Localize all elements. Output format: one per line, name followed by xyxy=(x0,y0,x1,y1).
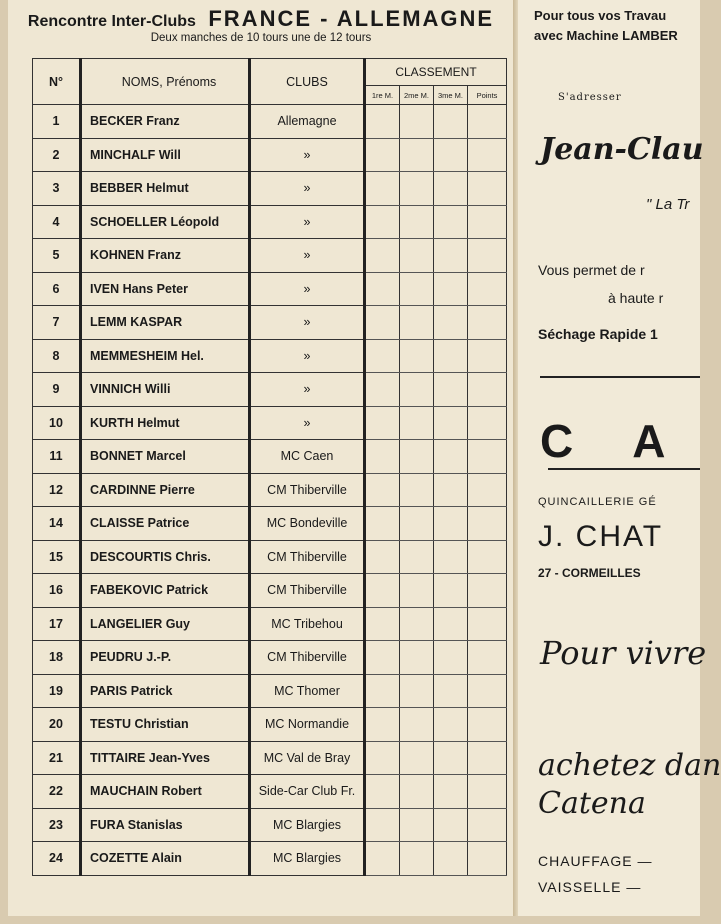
row-points-cell xyxy=(468,641,507,675)
row-round1-cell xyxy=(365,540,400,574)
row-number: 15 xyxy=(33,540,81,574)
row-round1-cell xyxy=(365,808,400,842)
row-round3-cell xyxy=(434,808,468,842)
row-club: » xyxy=(250,339,365,373)
row-points-cell xyxy=(468,473,507,507)
row-round1-cell xyxy=(365,105,400,139)
row-round2-cell xyxy=(400,138,434,172)
row-round2-cell xyxy=(400,507,434,541)
row-number: 18 xyxy=(33,641,81,675)
row-name: DESCOURTIS Chris. xyxy=(81,540,250,574)
row-round1-cell xyxy=(365,708,400,742)
row-name: SCHOELLER Léopold xyxy=(81,205,250,239)
row-club: MC Normandie xyxy=(250,708,365,742)
program-page xyxy=(8,0,514,916)
row-points-cell xyxy=(468,272,507,306)
col-points-header: Points xyxy=(468,86,507,105)
row-round2-cell xyxy=(400,239,434,273)
row-club: MC Tribehou xyxy=(250,607,365,641)
ad-contact: S'adresser xyxy=(558,92,622,103)
table-row xyxy=(33,808,507,842)
col-names-header: NOMS, Prénoms xyxy=(81,59,250,105)
row-name: FURA Stanislas xyxy=(81,808,250,842)
row-club: » xyxy=(250,239,365,273)
row-round3-cell xyxy=(434,239,468,273)
row-number: 9 xyxy=(33,373,81,407)
results-table xyxy=(32,58,507,876)
table-row xyxy=(33,540,507,574)
row-round3-cell xyxy=(434,741,468,775)
row-club: CM Thiberville xyxy=(250,574,365,608)
table-row xyxy=(33,574,507,608)
row-round1-cell xyxy=(365,272,400,306)
row-club: » xyxy=(250,138,365,172)
row-club: Allemagne xyxy=(250,105,365,139)
row-round2-cell xyxy=(400,574,434,608)
row-club: » xyxy=(250,172,365,206)
row-name: MINCHALF Will xyxy=(81,138,250,172)
row-round2-cell xyxy=(400,775,434,809)
row-round2-cell xyxy=(400,339,434,373)
row-round2-cell xyxy=(400,741,434,775)
row-name: LEMM KASPAR xyxy=(81,306,250,340)
ad-catena-large: C A xyxy=(540,415,690,467)
ad-quincaillerie: QUINCAILLERIE GÉ xyxy=(538,496,657,508)
row-round3-cell xyxy=(434,507,468,541)
row-points-cell xyxy=(468,306,507,340)
table-row xyxy=(33,105,507,139)
row-round1-cell xyxy=(365,138,400,172)
row-round2-cell xyxy=(400,306,434,340)
row-round3-cell xyxy=(434,105,468,139)
row-club: MC Caen xyxy=(250,440,365,474)
row-points-cell xyxy=(468,440,507,474)
row-round2-cell xyxy=(400,674,434,708)
row-name: KURTH Helmut xyxy=(81,406,250,440)
row-round3-cell xyxy=(434,708,468,742)
ad-sechage: Séchage Rapide 1 xyxy=(538,326,658,342)
row-points-cell xyxy=(468,741,507,775)
row-points-cell xyxy=(468,708,507,742)
col-clubs-header: CLUBS xyxy=(250,59,365,105)
row-round2-cell xyxy=(400,105,434,139)
row-name: TITTAIRE Jean-Yves xyxy=(81,741,250,775)
row-round2-cell xyxy=(400,808,434,842)
table-row xyxy=(33,406,507,440)
row-round2-cell xyxy=(400,172,434,206)
row-number: 12 xyxy=(33,473,81,507)
row-club: » xyxy=(250,373,365,407)
row-name: PEUDRU J.-P. xyxy=(81,641,250,675)
row-club: MC Val de Bray xyxy=(250,741,365,775)
ads-page xyxy=(518,0,721,916)
table-row xyxy=(33,239,507,273)
row-name: LANGELIER Guy xyxy=(81,607,250,641)
table-row xyxy=(33,507,507,541)
table-row xyxy=(33,775,507,809)
row-round2-cell xyxy=(400,272,434,306)
row-name: CLAISSE Patrice xyxy=(81,507,250,541)
row-points-cell xyxy=(468,138,507,172)
row-number: 23 xyxy=(33,808,81,842)
row-number: 14 xyxy=(33,507,81,541)
page-title xyxy=(8,6,514,32)
row-round1-cell xyxy=(365,775,400,809)
row-round1-cell xyxy=(365,239,400,273)
row-round3-cell xyxy=(434,641,468,675)
table-row xyxy=(33,674,507,708)
row-number: 2 xyxy=(33,138,81,172)
row-number: 3 xyxy=(33,172,81,206)
row-club: Side-Car Club Fr. xyxy=(250,775,365,809)
row-round1-cell xyxy=(365,473,400,507)
row-club: CM Thiberville xyxy=(250,641,365,675)
col-ranking-header: CLASSEMENT xyxy=(365,59,507,86)
row-round1-cell xyxy=(365,205,400,239)
row-points-cell xyxy=(468,842,507,876)
row-club: » xyxy=(250,272,365,306)
ad-cormeilles: 27 - CORMEILLES xyxy=(538,566,641,580)
col-no-header: N° xyxy=(33,59,81,105)
row-round2-cell xyxy=(400,406,434,440)
row-round3-cell xyxy=(434,775,468,809)
ad-header-line2: avec Machine LAMBER xyxy=(534,28,678,43)
row-round2-cell xyxy=(400,205,434,239)
row-name: KOHNEN Franz xyxy=(81,239,250,273)
row-points-cell xyxy=(468,540,507,574)
row-number: 7 xyxy=(33,306,81,340)
row-name: TESTU Christian xyxy=(81,708,250,742)
row-points-cell xyxy=(468,507,507,541)
row-number: 11 xyxy=(33,440,81,474)
row-club: MC Bondeville xyxy=(250,507,365,541)
row-name: CARDINNE Pierre xyxy=(81,473,250,507)
row-name: IVEN Hans Peter xyxy=(81,272,250,306)
row-round2-cell xyxy=(400,373,434,407)
row-round1-cell xyxy=(365,674,400,708)
table-row xyxy=(33,473,507,507)
row-points-cell xyxy=(468,105,507,139)
row-round3-cell xyxy=(434,440,468,474)
row-points-cell xyxy=(468,239,507,273)
row-number: 8 xyxy=(33,339,81,373)
row-points-cell xyxy=(468,775,507,809)
ad-quote: " La Tr xyxy=(646,196,690,213)
row-round2-cell xyxy=(400,641,434,675)
row-club: » xyxy=(250,205,365,239)
table-row xyxy=(33,842,507,876)
row-name: BEBBER Helmut xyxy=(81,172,250,206)
row-round1-cell xyxy=(365,641,400,675)
row-number: 4 xyxy=(33,205,81,239)
row-points-cell xyxy=(468,172,507,206)
row-points-cell xyxy=(468,607,507,641)
row-points-cell xyxy=(468,373,507,407)
table-row xyxy=(33,138,507,172)
table-row xyxy=(33,172,507,206)
row-round3-cell xyxy=(434,138,468,172)
row-number: 21 xyxy=(33,741,81,775)
title-large: FRANCE - ALLEMAGNE xyxy=(208,6,495,31)
row-round2-cell xyxy=(400,842,434,876)
row-name: PARIS Patrick xyxy=(81,674,250,708)
row-name: MAUCHAIN Robert xyxy=(81,775,250,809)
col-round2-header: 2me M. xyxy=(400,86,434,105)
ad-vaisselle: VAISSELLE — xyxy=(538,879,642,895)
row-number: 10 xyxy=(33,406,81,440)
table-row xyxy=(33,641,507,675)
row-round2-cell xyxy=(400,540,434,574)
row-round3-cell xyxy=(434,172,468,206)
row-points-cell xyxy=(468,205,507,239)
row-name: FABEKOVIC Patrick xyxy=(81,574,250,608)
row-number: 16 xyxy=(33,574,81,608)
row-name: BONNET Marcel xyxy=(81,440,250,474)
row-round1-cell xyxy=(365,339,400,373)
row-points-cell xyxy=(468,574,507,608)
row-round3-cell xyxy=(434,607,468,641)
row-points-cell xyxy=(468,674,507,708)
title-small: Rencontre Inter-Clubs xyxy=(27,13,196,30)
row-round3-cell xyxy=(434,205,468,239)
ad-header-line1: Pour tous vos Travau xyxy=(534,8,667,23)
row-round3-cell xyxy=(434,406,468,440)
row-round3-cell xyxy=(434,540,468,574)
ad-divider-2 xyxy=(548,468,700,470)
ad-permet xyxy=(538,256,663,312)
row-number: 6 xyxy=(33,272,81,306)
row-club: » xyxy=(250,306,365,340)
row-round1-cell xyxy=(365,741,400,775)
ad-achetez: achetez dan xyxy=(538,748,721,783)
table-row xyxy=(33,373,507,407)
ad-permet-line2: à haute r xyxy=(608,290,664,306)
row-number: 19 xyxy=(33,674,81,708)
row-round3-cell xyxy=(434,373,468,407)
row-round2-cell xyxy=(400,473,434,507)
ad-permet-line1: Vous permet de r xyxy=(538,262,645,278)
row-round1-cell xyxy=(365,574,400,608)
row-round2-cell xyxy=(400,708,434,742)
row-number: 22 xyxy=(33,775,81,809)
row-round3-cell xyxy=(434,339,468,373)
row-round3-cell xyxy=(434,272,468,306)
col-round3-header: 3me M. xyxy=(434,86,468,105)
ad-divider xyxy=(540,376,700,378)
row-round3-cell xyxy=(434,842,468,876)
row-number: 17 xyxy=(33,607,81,641)
row-number: 24 xyxy=(33,842,81,876)
row-round3-cell xyxy=(434,574,468,608)
row-round1-cell xyxy=(365,373,400,407)
table-row xyxy=(33,272,507,306)
row-number: 5 xyxy=(33,239,81,273)
row-name: MEMMESHEIM Hel. xyxy=(81,339,250,373)
table-row xyxy=(33,205,507,239)
row-points-cell xyxy=(468,808,507,842)
row-round3-cell xyxy=(434,473,468,507)
table-row xyxy=(33,607,507,641)
row-number: 1 xyxy=(33,105,81,139)
ad-chat: J. CHAT xyxy=(538,520,664,553)
row-round1-cell xyxy=(365,406,400,440)
table-row xyxy=(33,440,507,474)
ad-header xyxy=(534,6,678,46)
row-round1-cell xyxy=(365,172,400,206)
table-row xyxy=(33,741,507,775)
ad-pour-vivre: Pour vivre xyxy=(540,634,707,672)
ad-catena-script: Catena xyxy=(538,786,646,821)
row-round2-cell xyxy=(400,440,434,474)
table-row xyxy=(33,339,507,373)
row-number: 20 xyxy=(33,708,81,742)
table-row xyxy=(33,306,507,340)
ad-chauffage: CHAUFFAGE — xyxy=(538,853,653,869)
row-club: CM Thiberville xyxy=(250,540,365,574)
row-club: » xyxy=(250,406,365,440)
ad-name-script: Jean-Clau xyxy=(540,132,704,167)
row-round3-cell xyxy=(434,306,468,340)
row-round3-cell xyxy=(434,674,468,708)
row-points-cell xyxy=(468,406,507,440)
row-points-cell xyxy=(468,339,507,373)
row-round1-cell xyxy=(365,440,400,474)
row-round1-cell xyxy=(365,842,400,876)
row-club: MC Thomer xyxy=(250,674,365,708)
row-name: BECKER Franz xyxy=(81,105,250,139)
row-round2-cell xyxy=(400,607,434,641)
row-club: MC Blargies xyxy=(250,842,365,876)
page-subtitle: Deux manches de 10 tours une de 12 tours xyxy=(150,32,372,44)
row-round1-cell xyxy=(365,607,400,641)
row-name: VINNICH Willi xyxy=(81,373,250,407)
col-round1-header: 1re M. xyxy=(365,86,400,105)
row-round1-cell xyxy=(365,306,400,340)
row-club: MC Blargies xyxy=(250,808,365,842)
row-club: CM Thiberville xyxy=(250,473,365,507)
ad-products xyxy=(538,848,652,900)
row-round1-cell xyxy=(365,507,400,541)
row-name: COZETTE Alain xyxy=(81,842,250,876)
table-row xyxy=(33,708,507,742)
